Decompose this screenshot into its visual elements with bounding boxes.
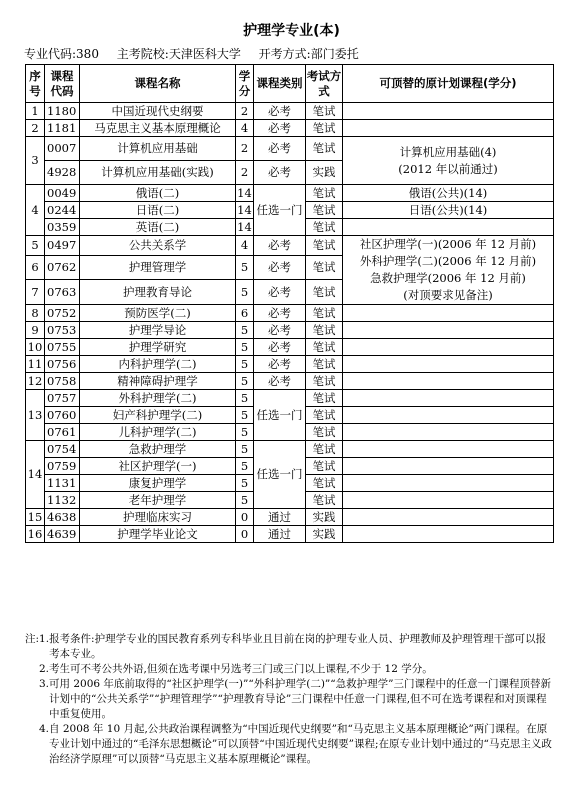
cell-replace xyxy=(343,339,554,356)
cell-replace xyxy=(343,390,554,407)
cell-name: 护理教育导论 xyxy=(80,280,236,305)
cell-exam: 笔试 xyxy=(306,322,343,339)
cell-name: 老年护理学 xyxy=(80,492,236,509)
table-row xyxy=(26,185,554,202)
cell-seq: 13 xyxy=(26,390,45,441)
cell-seq: 5 xyxy=(26,236,45,256)
cell-category: 必考 xyxy=(254,161,306,185)
cell-name: 护理管理学 xyxy=(80,255,236,280)
cell-category: 任选一门 xyxy=(254,441,306,509)
cell-credit: 5 xyxy=(236,280,254,305)
cell-credit: 5 xyxy=(236,255,254,280)
note-number: 注:1. xyxy=(25,633,50,645)
cell-name: 社区护理学(一) xyxy=(80,458,236,475)
cell-seq: 6 xyxy=(26,255,45,280)
cell-code: 0761 xyxy=(45,424,80,441)
course-table xyxy=(25,64,554,543)
note-text: 考生可不考公共外语,但须在选考课中另选考三门或三门以上课程,不少于 12 学分。 xyxy=(49,663,433,675)
cell-exam: 笔试 xyxy=(306,219,343,236)
exam-school: 主考院校:天津医科大学 xyxy=(116,47,241,61)
cell-exam: 笔试 xyxy=(306,390,343,407)
table-row xyxy=(26,322,554,339)
cell-exam: 实践 xyxy=(306,161,343,185)
cell-credit: 14 xyxy=(237,185,252,200)
cell-credit: 5 xyxy=(236,441,254,458)
cell-credit: 4 xyxy=(236,236,254,256)
cell-credit: 5 xyxy=(236,458,254,475)
table-row xyxy=(26,137,554,161)
cell-exam: 笔试 xyxy=(306,441,343,458)
cell-category: 必考 xyxy=(254,120,306,137)
cell-replace-japanese: 日语(公共)(14) xyxy=(343,202,554,219)
cell-credit: 5 xyxy=(236,390,254,407)
replace-computer-line1: 计算机应用基础(4) xyxy=(399,144,497,159)
cell-name: 日语(二) xyxy=(80,202,236,219)
cell-replace xyxy=(343,509,554,526)
table-row xyxy=(26,103,554,120)
cell-credit: 5 xyxy=(236,339,254,356)
cell-code: 0007 xyxy=(45,137,80,161)
table-row xyxy=(26,305,554,322)
cell-seq: 3 xyxy=(26,137,45,185)
cell-code: 0244 xyxy=(45,202,80,219)
cell-exam: 笔试 xyxy=(306,424,343,441)
cell-seq: 12 xyxy=(26,373,45,390)
cell-code: 0763 xyxy=(45,280,80,305)
cell-category: 必考 xyxy=(254,236,306,256)
cell-replace xyxy=(343,492,554,509)
cell-code: 0760 xyxy=(45,407,80,424)
cell-exam: 笔试 xyxy=(306,120,343,137)
replace-nursing-line4: (对顶要求见备注) xyxy=(403,288,493,302)
program-code: 专业代码:380 xyxy=(24,47,99,61)
cell-credit: 14 xyxy=(237,202,252,217)
cell-name: 急救护理学 xyxy=(80,441,236,458)
cell-exam: 笔试 xyxy=(306,202,343,219)
note-number: 3. xyxy=(39,678,50,690)
cell-name: 马克思主义基本原理概论 xyxy=(80,120,236,137)
cell-replace xyxy=(343,373,554,390)
cell-name: 精神障碍护理学 xyxy=(80,373,236,390)
cell-name: 公共关系学 xyxy=(80,236,236,256)
table-row xyxy=(26,236,554,256)
cell-category: 必考 xyxy=(254,280,306,305)
cell-code: 0753 xyxy=(45,322,80,339)
table-row xyxy=(26,509,554,526)
header-category: 课程类别 xyxy=(254,65,306,103)
cell-exam: 笔试 xyxy=(306,103,343,120)
table-row xyxy=(26,373,554,390)
note-item xyxy=(25,722,553,767)
replace-nursing-line2: 外科护理学(二)(2006 年 12 月前) xyxy=(359,254,537,268)
cell-seq: 16 xyxy=(26,526,45,543)
cell-replace xyxy=(343,441,554,458)
cell-credit: 5 xyxy=(236,407,254,424)
cell-category: 通过 xyxy=(254,526,306,543)
cell-replace xyxy=(343,407,554,424)
header-course-name: 课程名称 xyxy=(80,65,236,103)
cell-category: 必考 xyxy=(254,255,306,280)
cell-seq: 8 xyxy=(26,305,45,322)
cell-category: 必考 xyxy=(254,137,306,161)
cell-credit: 14 xyxy=(237,219,252,234)
cell-name: 俄语(二) xyxy=(80,185,236,202)
note-text: 自 2008 年 10 月起,公共政治课程调整为“中国近现代史纲要”和“马克思主义基本原理概论”两门课程。在原专业计划中通过的“毛泽东思想概论”可以顶替“中国近现代史纲要”课程;在原专业计划中通过的“马克思主义政治经济学原理”可以顶替“马克思主义基本原理概论”课程。 xyxy=(49,723,552,765)
cell-code: 0759 xyxy=(45,458,80,475)
page-title: 护理学专业(本) xyxy=(243,23,340,39)
cell-exam: 笔试 xyxy=(306,458,343,475)
cell-code: 1131 xyxy=(45,475,80,492)
cell-name: 儿科护理学(二) xyxy=(80,424,236,441)
cell-replace xyxy=(343,356,554,373)
cell-category: 必考 xyxy=(254,322,306,339)
note-text: 可用 2006 年底前取得的“社区护理学(一)”“外科护理学(二)”“急救护理学”三门课程中的任意一门课程顶替新计划中的“公共关系学”“护理管理学”“护理教育导论”三门课程中任意一门课程,但不可在选考课程和对顶课程中重复使用。 xyxy=(49,678,552,720)
table-row xyxy=(26,441,554,458)
cell-replace xyxy=(343,322,554,339)
note-item xyxy=(25,662,553,677)
cell-name: 护理学研究 xyxy=(80,339,236,356)
cell-category: 必考 xyxy=(254,373,306,390)
cell-code: 4928 xyxy=(45,161,80,185)
cell-exam: 笔试 xyxy=(306,255,343,280)
cell-exam: 实践 xyxy=(306,526,343,543)
cell-replace xyxy=(343,120,554,137)
cell-code: 4638 xyxy=(45,509,80,526)
cell-category: 必考 xyxy=(254,305,306,322)
cell-seq: 15 xyxy=(26,509,45,526)
cell-exam: 笔试 xyxy=(306,407,343,424)
cell-exam: 笔试 xyxy=(306,492,343,509)
cell-category: 任选一门 xyxy=(254,185,306,236)
cell-replace xyxy=(343,305,554,322)
cell-replace-computer xyxy=(343,137,554,185)
cell-category: 必考 xyxy=(254,339,306,356)
cell-seq: 1 xyxy=(26,103,45,120)
cell-seq: 7 xyxy=(26,280,45,305)
header-course-code: 课程代码 xyxy=(45,65,80,103)
cell-category: 必考 xyxy=(254,356,306,373)
cell-name: 中国近现代史纲要 xyxy=(80,103,236,120)
cell-credit: 5 xyxy=(236,424,254,441)
table-row xyxy=(26,526,554,543)
cell-exam: 笔试 xyxy=(306,475,343,492)
cell-exam: 笔试 xyxy=(306,185,343,202)
cell-seq: 10 xyxy=(26,339,45,356)
cell-replace xyxy=(343,424,554,441)
cell-code: 0758 xyxy=(45,373,80,390)
cell-category: 必考 xyxy=(254,103,306,120)
cell-credit: 0 xyxy=(236,526,254,543)
cell-replace xyxy=(343,458,554,475)
cell-exam: 笔试 xyxy=(306,356,343,373)
replace-nursing-line3: 急救护理学(2006 年 12 月前) xyxy=(370,271,526,285)
cell-name: 护理学导论 xyxy=(80,322,236,339)
cell-credit: 5 xyxy=(236,492,254,509)
cell-seq: 11 xyxy=(26,356,45,373)
cell-credit: 5 xyxy=(236,475,254,492)
header-seq: 序号 xyxy=(26,65,45,103)
cell-credit: 5 xyxy=(236,373,254,390)
note-text: 报考条件:护理学专业的国民教育系列专科毕业且目前在岗的护理专业人员、护理教师及护理管理干部可以报考本专业。 xyxy=(49,633,547,660)
cell-seq: 2 xyxy=(26,120,45,137)
cell-name: 内科护理学(二) xyxy=(80,356,236,373)
note-number: 4. xyxy=(39,723,50,735)
cell-code: 0752 xyxy=(45,305,80,322)
header-replace: 可顶替的原计划课程(学分) xyxy=(343,65,554,103)
cell-credit: 5 xyxy=(236,356,254,373)
cell-code: 0359 xyxy=(45,219,80,236)
cell-code: 0754 xyxy=(45,441,80,458)
cell-seq: 9 xyxy=(26,322,45,339)
cell-exam: 笔试 xyxy=(306,137,343,161)
cell-name: 妇产科护理学(二) xyxy=(80,407,236,424)
cell-code: 0757 xyxy=(45,390,80,407)
table-row xyxy=(26,339,554,356)
cell-exam: 笔试 xyxy=(306,339,343,356)
cell-name: 计算机应用基础(实践) xyxy=(80,161,236,185)
cell-replace xyxy=(343,103,554,120)
cell-replace-nursing xyxy=(343,236,554,305)
cell-name: 护理学毕业论文 xyxy=(80,526,236,543)
cell-name: 护理临床实习 xyxy=(80,509,236,526)
cell-exam: 笔试 xyxy=(306,280,343,305)
cell-code: 0755 xyxy=(45,339,80,356)
cell-code: 0049 xyxy=(45,185,80,202)
table-row xyxy=(26,356,554,373)
cell-seq: 4 xyxy=(26,185,45,236)
cell-code: 1181 xyxy=(45,120,80,137)
cell-replace xyxy=(343,475,554,492)
replace-nursing-line1: 社区护理学(一)(2006 年 12 月前) xyxy=(359,237,537,251)
exam-mode: 开考方式:部门委托 xyxy=(258,47,359,61)
cell-code: 0756 xyxy=(45,356,80,373)
cell-credit: 5 xyxy=(236,322,254,339)
cell-replace xyxy=(343,526,554,543)
cell-code: 1180 xyxy=(45,103,80,120)
note-item xyxy=(25,632,553,662)
table-row xyxy=(26,120,554,137)
program-meta xyxy=(24,45,373,62)
cell-replace xyxy=(343,219,554,236)
cell-credit: 4 xyxy=(236,120,254,137)
cell-replace-russian: 俄语(公共)(14) xyxy=(343,185,554,202)
cell-name: 计算机应用基础 xyxy=(80,137,236,161)
cell-credit: 2 xyxy=(236,103,254,120)
cell-exam: 实践 xyxy=(306,509,343,526)
cell-exam: 笔试 xyxy=(306,305,343,322)
cell-category: 通过 xyxy=(254,509,306,526)
cell-name: 英语(二) xyxy=(80,219,236,236)
cell-name: 预防医学(二) xyxy=(80,305,236,322)
cell-code: 0762 xyxy=(45,255,80,280)
note-number: 2. xyxy=(39,663,50,675)
cell-exam: 笔试 xyxy=(306,236,343,256)
header-credit: 学分 xyxy=(236,65,254,103)
cell-credit: 0 xyxy=(236,509,254,526)
header-exam: 考试方式 xyxy=(306,65,343,103)
cell-seq: 14 xyxy=(26,441,45,509)
cell-exam: 笔试 xyxy=(306,373,343,390)
cell-name: 康复护理学 xyxy=(80,475,236,492)
table-row xyxy=(26,390,554,407)
cell-code: 0497 xyxy=(45,236,80,256)
cell-code: 1132 xyxy=(45,492,80,509)
notes-section xyxy=(25,632,553,767)
replace-computer-line2: (2012 年以前通过) xyxy=(398,161,498,176)
cell-credit: 2 xyxy=(236,137,254,161)
note-item xyxy=(25,677,553,722)
cell-name: 外科护理学(二) xyxy=(80,390,236,407)
cell-credit: 6 xyxy=(236,305,254,322)
cell-credit: 2 xyxy=(236,161,254,185)
cell-code: 4639 xyxy=(45,526,80,543)
cell-category: 任选一门 xyxy=(254,390,306,441)
